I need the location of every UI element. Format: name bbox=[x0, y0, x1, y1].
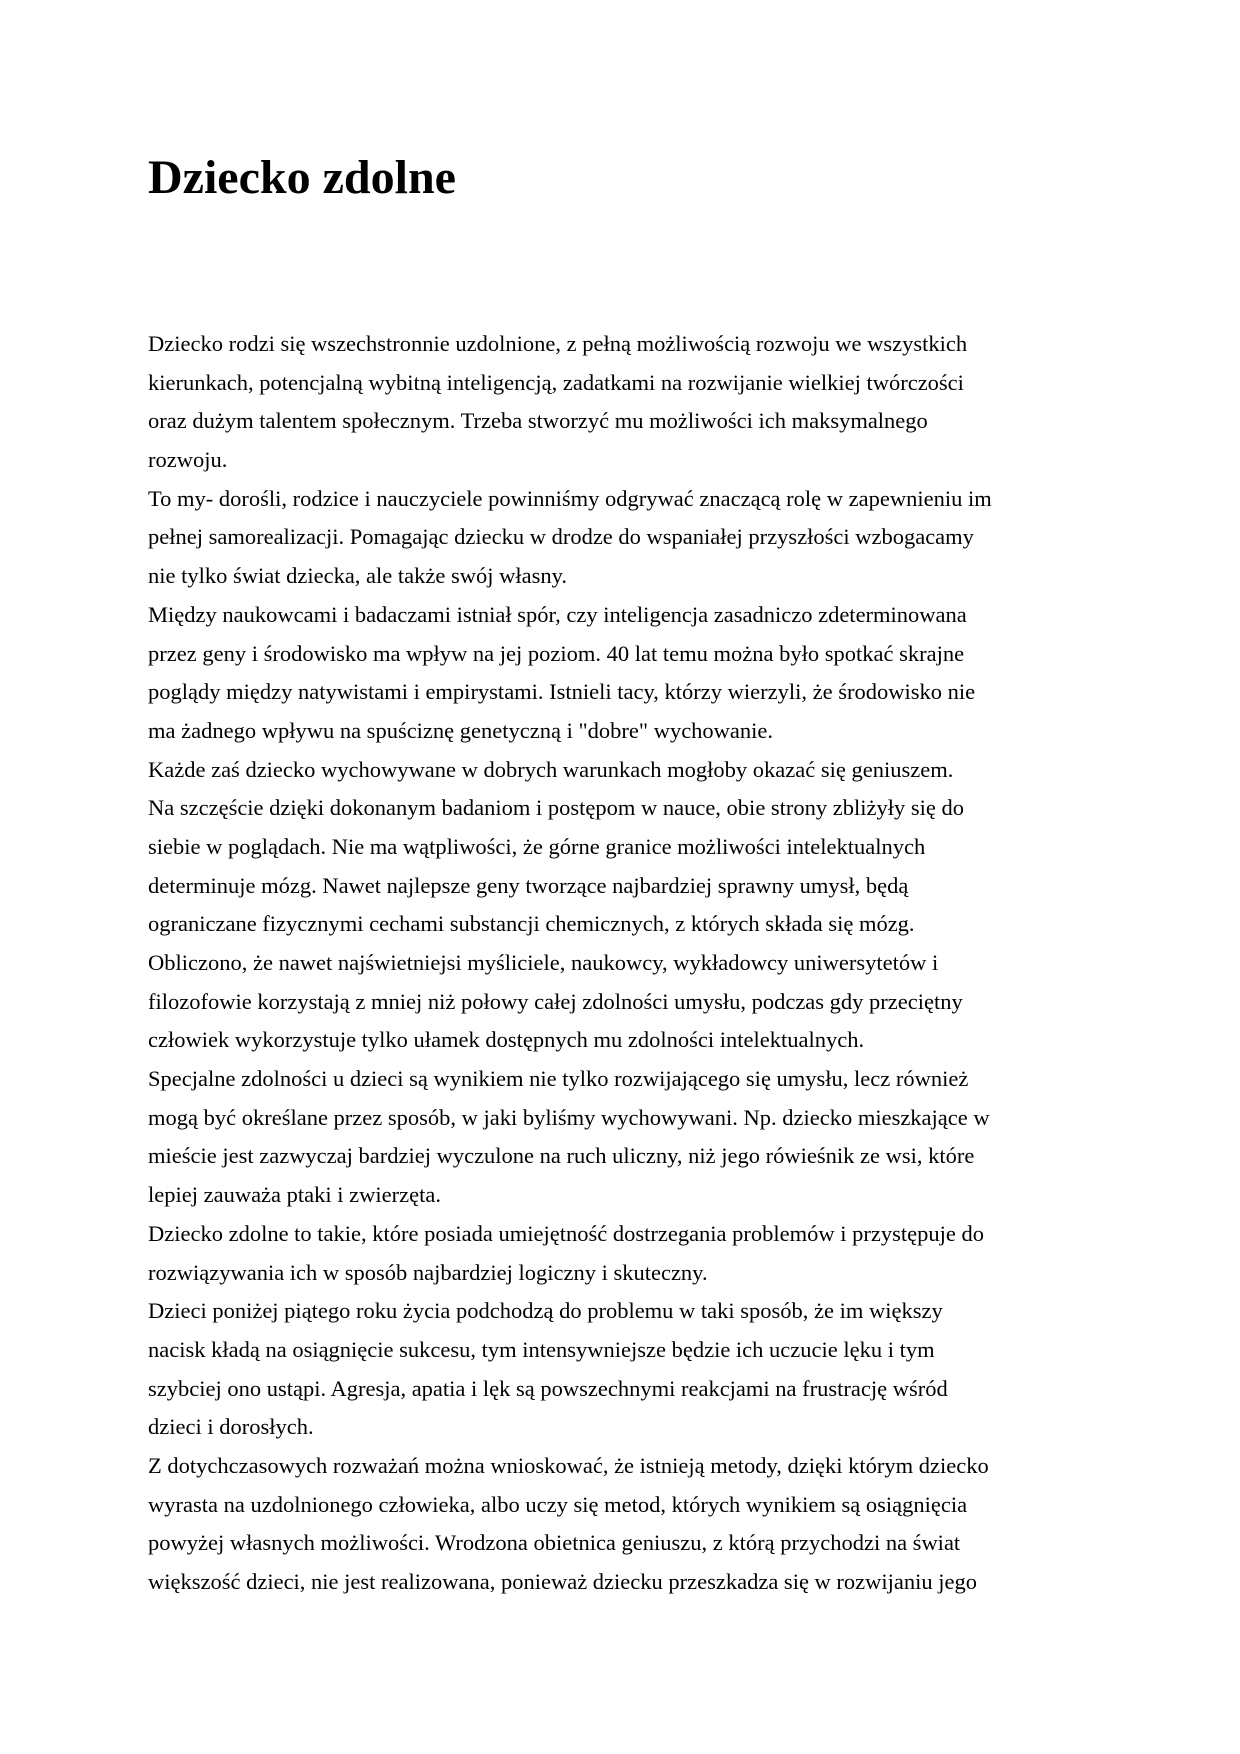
text-line: rozwoju. bbox=[148, 447, 228, 473]
text-line: człowiek wykorzystuje tylko ułamek dostępnych mu zdolności intelektualnych. bbox=[148, 1027, 865, 1053]
text-line: przez geny i środowisko ma wpływ na jej poziom. 40 lat temu można było spotkać skrajne bbox=[148, 640, 965, 666]
text-line: kierunkach, potencjalną wybitną inteligencją, zadatkami na rozwijanie wielkiej twórczości bbox=[148, 369, 964, 395]
text-line: filozofowie korzystają z mniej niż połowy całej zdolności umysłu, podczas gdy przeciętny bbox=[148, 988, 963, 1014]
text-line: nacisk kładą na osiągnięcie sukcesu, tym intensywniejsze będzie ich uczucie lęku i tym bbox=[148, 1336, 935, 1362]
text-line: Dzieci poniżej piątego roku życia podchodzą do problemu w taki sposób, że im większy bbox=[148, 1298, 943, 1324]
text-line: poglądy między natywistami i empirystami. Istnieli tacy, którzy wierzyli, że środowisko nie bbox=[148, 679, 976, 705]
text-line: mieście jest zazwyczaj bardziej wyczulone na ruch uliczny, niż jego rówieśnik ze wsi, które bbox=[148, 1143, 975, 1169]
text-line: mogą być określane przez sposób, w jaki byliśmy wychowywani. Np. dziecko mieszkające w bbox=[148, 1104, 990, 1130]
text-line: powyżej własnych możliwości. Wrodzona obietnica geniuszu, z którą przychodzi na świat bbox=[148, 1530, 961, 1556]
text-line: szybciej ono ustąpi. Agresja, apatia i lęk są powszechnymi reakcjami na frustrację wśród bbox=[148, 1375, 948, 1401]
text-line: pełnej samorealizacji. Pomagając dziecku w drodze do wspaniałej przyszłości wzbogacamy bbox=[148, 524, 974, 550]
document-body bbox=[148, 325, 1108, 1602]
text-line: determinuje mózg. Nawet najlepsze geny tworzące najbardziej sprawny umysł, będą bbox=[148, 872, 909, 898]
text-line: rozwiązywania ich w sposób najbardziej logiczny i skuteczny. bbox=[148, 1259, 708, 1285]
document-title: Dziecko zdolne bbox=[148, 151, 456, 204]
text-line: Z dotychczasowych rozważań można wnioskować, że istnieją metody, dzięki którym dziecko bbox=[148, 1452, 989, 1478]
text-line: wyrasta na uzdolnionego człowieka, albo uczy się metod, których wynikiem są osiągnięcia bbox=[148, 1491, 968, 1517]
text-line: siebie w poglądach. Nie ma wątpliwości, że górne granice możliwości intelektualnych bbox=[148, 833, 926, 859]
text-line: większość dzieci, nie jest realizowana, ponieważ dziecku przeszkadza się w rozwijaniu jego bbox=[148, 1569, 978, 1594]
text-line: ograniczane fizycznymi cechami substancji chemicznych, z których składa się mózg. bbox=[148, 911, 915, 937]
text-line: dzieci i dorosłych. bbox=[148, 1414, 314, 1440]
text-line: To my- dorośli, rodzice i nauczyciele powinniśmy odgrywać znaczącą rolę w zapewnieniu im bbox=[148, 485, 992, 511]
text-line: Specjalne zdolności u dzieci są wynikiem nie tylko rozwijającego się umysłu, lecz również bbox=[148, 1066, 969, 1092]
text-line: Na szczęście dzięki dokonanym badaniom i postępom w nauce, obie strony zbliżyły się do bbox=[148, 795, 965, 821]
text-line: lepiej zauważa ptaki i zwierzęta. bbox=[148, 1182, 441, 1208]
text-line: Dziecko rodzi się wszechstronnie uzdolnione, z pełną możliwością rozwoju we wszystkich bbox=[148, 331, 968, 356]
text-line: nie tylko świat dziecka, ale także swój własny. bbox=[148, 563, 568, 589]
text-line: Między naukowcami i badaczami istniał spór, czy inteligencja zasadniczo zdeterminowana bbox=[148, 601, 967, 627]
text-line: Każde zaś dziecko wychowywane w dobrych warunkach mogłoby okazać się geniuszem. bbox=[148, 756, 954, 782]
text-line: ma żadnego wpływu na spuściznę genetyczną i "dobre" wychowanie. bbox=[148, 717, 774, 743]
text-line: Dziecko zdolne to takie, które posiada umiejętność dostrzegania problemów i przystępuje do bbox=[148, 1220, 984, 1246]
text-line: oraz dużym talentem społecznym. Trzeba stworzyć mu możliwości ich maksymalnego bbox=[148, 408, 928, 434]
text-line: Obliczono, że nawet najświetniejsi myśliciele, naukowcy, wykładowcy uniwersytetów i bbox=[148, 950, 939, 975]
